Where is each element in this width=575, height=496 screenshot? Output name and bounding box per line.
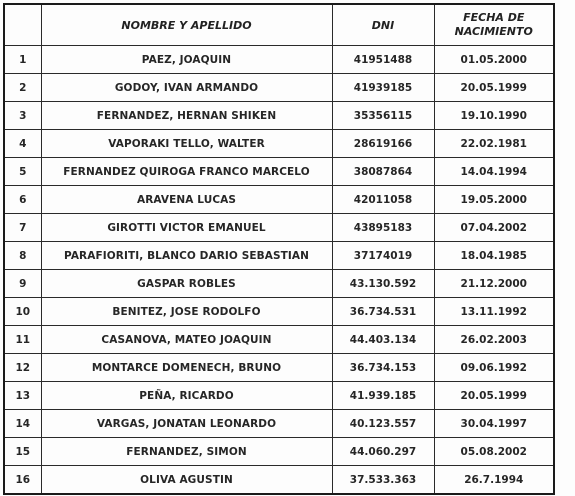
row-number-cell: 5 — [4, 158, 41, 186]
dni-cell: 38087864 — [332, 158, 434, 186]
row-number-cell: 3 — [4, 102, 41, 130]
dni-cell: 36.734.153 — [332, 354, 434, 382]
table-row — [4, 382, 554, 410]
full-name-cell: MONTARCE DOMENECH, BRUNO — [41, 354, 332, 382]
row-number-cell: 16 — [4, 466, 41, 495]
full-name-cell: CASANOVA, MATEO JOAQUIN — [41, 326, 332, 354]
row-number-cell: 10 — [4, 298, 41, 326]
table-row — [4, 214, 554, 242]
full-name-cell: GIROTTI VICTOR EMANUEL — [41, 214, 332, 242]
full-name-cell: FERNANDEZ, HERNAN SHIKEN — [41, 102, 332, 130]
row-number-cell: 2 — [4, 74, 41, 102]
dni-cell: 37174019 — [332, 242, 434, 270]
table-row — [4, 242, 554, 270]
table-row — [4, 354, 554, 382]
birthdate-cell: 26.02.2003 — [434, 326, 554, 354]
roster-body — [4, 46, 554, 495]
row-number-cell: 15 — [4, 438, 41, 466]
dni-cell: 35356115 — [332, 102, 434, 130]
header-row — [4, 4, 554, 46]
row-number-cell: 8 — [4, 242, 41, 270]
row-number-cell: 13 — [4, 382, 41, 410]
full-name-cell: FERNANDEZ QUIROGA FRANCO MARCELO — [41, 158, 332, 186]
table-row — [4, 438, 554, 466]
birthdate-cell: 30.04.1997 — [434, 410, 554, 438]
table-row — [4, 326, 554, 354]
dni-cell: 28619166 — [332, 130, 434, 158]
header-birthdate-line1: FECHA DE — [463, 11, 525, 24]
birthdate-cell: 19.05.2000 — [434, 186, 554, 214]
dni-cell: 44.403.134 — [332, 326, 434, 354]
table-row — [4, 46, 554, 74]
birthdate-cell: 22.02.1981 — [434, 130, 554, 158]
birthdate-cell: 19.10.1990 — [434, 102, 554, 130]
full-name-cell: FERNANDEZ, SIMON — [41, 438, 332, 466]
dni-cell: 42011058 — [332, 186, 434, 214]
birthdate-cell: 20.05.1999 — [434, 74, 554, 102]
birthdate-cell: 14.04.1994 — [434, 158, 554, 186]
dni-cell: 37.533.363 — [332, 466, 434, 495]
roster-table — [3, 3, 555, 495]
full-name-cell: VARGAS, JONATAN LEONARDO — [41, 410, 332, 438]
full-name-cell: PARAFIORITI, BLANCO DARIO SEBASTIAN — [41, 242, 332, 270]
row-number-cell: 12 — [4, 354, 41, 382]
full-name-cell: GASPAR ROBLES — [41, 270, 332, 298]
dni-cell: 43.130.592 — [332, 270, 434, 298]
full-name-cell: PAEZ, JOAQUIN — [41, 46, 332, 74]
row-number-cell: 9 — [4, 270, 41, 298]
birthdate-cell: 21.12.2000 — [434, 270, 554, 298]
birthdate-cell: 20.05.1999 — [434, 382, 554, 410]
header-birthdate-cell — [434, 4, 554, 46]
header-name-cell: NOMBRE Y APELLIDO — [41, 4, 332, 46]
dni-cell: 43895183 — [332, 214, 434, 242]
table-row — [4, 466, 554, 495]
table-row — [4, 102, 554, 130]
dni-cell: 41951488 — [332, 46, 434, 74]
row-number-cell: 6 — [4, 186, 41, 214]
table-row — [4, 270, 554, 298]
birthdate-cell: 09.06.1992 — [434, 354, 554, 382]
header-birthdate-line2: NACIMIENTO — [454, 25, 533, 38]
full-name-cell: PEÑA, RICARDO — [41, 382, 332, 410]
table-row — [4, 74, 554, 102]
full-name-cell: OLIVA AGUSTIN — [41, 466, 332, 495]
birthdate-cell: 13.11.1992 — [434, 298, 554, 326]
birthdate-cell: 01.05.2000 — [434, 46, 554, 74]
table-row — [4, 186, 554, 214]
dni-cell: 41.939.185 — [332, 382, 434, 410]
birthdate-cell: 26.7.1994 — [434, 466, 554, 495]
dni-cell: 41939185 — [332, 74, 434, 102]
row-number-cell: 4 — [4, 130, 41, 158]
birthdate-cell: 07.04.2002 — [434, 214, 554, 242]
full-name-cell: GODOY, IVAN ARMANDO — [41, 74, 332, 102]
table-row — [4, 298, 554, 326]
dni-cell: 36.734.531 — [332, 298, 434, 326]
header-index-cell — [4, 4, 41, 46]
table-row — [4, 158, 554, 186]
table-row — [4, 130, 554, 158]
birthdate-cell: 05.08.2002 — [434, 438, 554, 466]
full-name-cell: VAPORAKI TELLO, WALTER — [41, 130, 332, 158]
dni-cell: 44.060.297 — [332, 438, 434, 466]
dni-cell: 40.123.557 — [332, 410, 434, 438]
table-row — [4, 410, 554, 438]
full-name-cell: BENITEZ, JOSE RODOLFO — [41, 298, 332, 326]
row-number-cell: 14 — [4, 410, 41, 438]
row-number-cell: 1 — [4, 46, 41, 74]
birthdate-cell: 18.04.1985 — [434, 242, 554, 270]
header-dni-cell: DNI — [332, 4, 434, 46]
row-number-cell: 7 — [4, 214, 41, 242]
full-name-cell: ARAVENA LUCAS — [41, 186, 332, 214]
row-number-cell: 11 — [4, 326, 41, 354]
